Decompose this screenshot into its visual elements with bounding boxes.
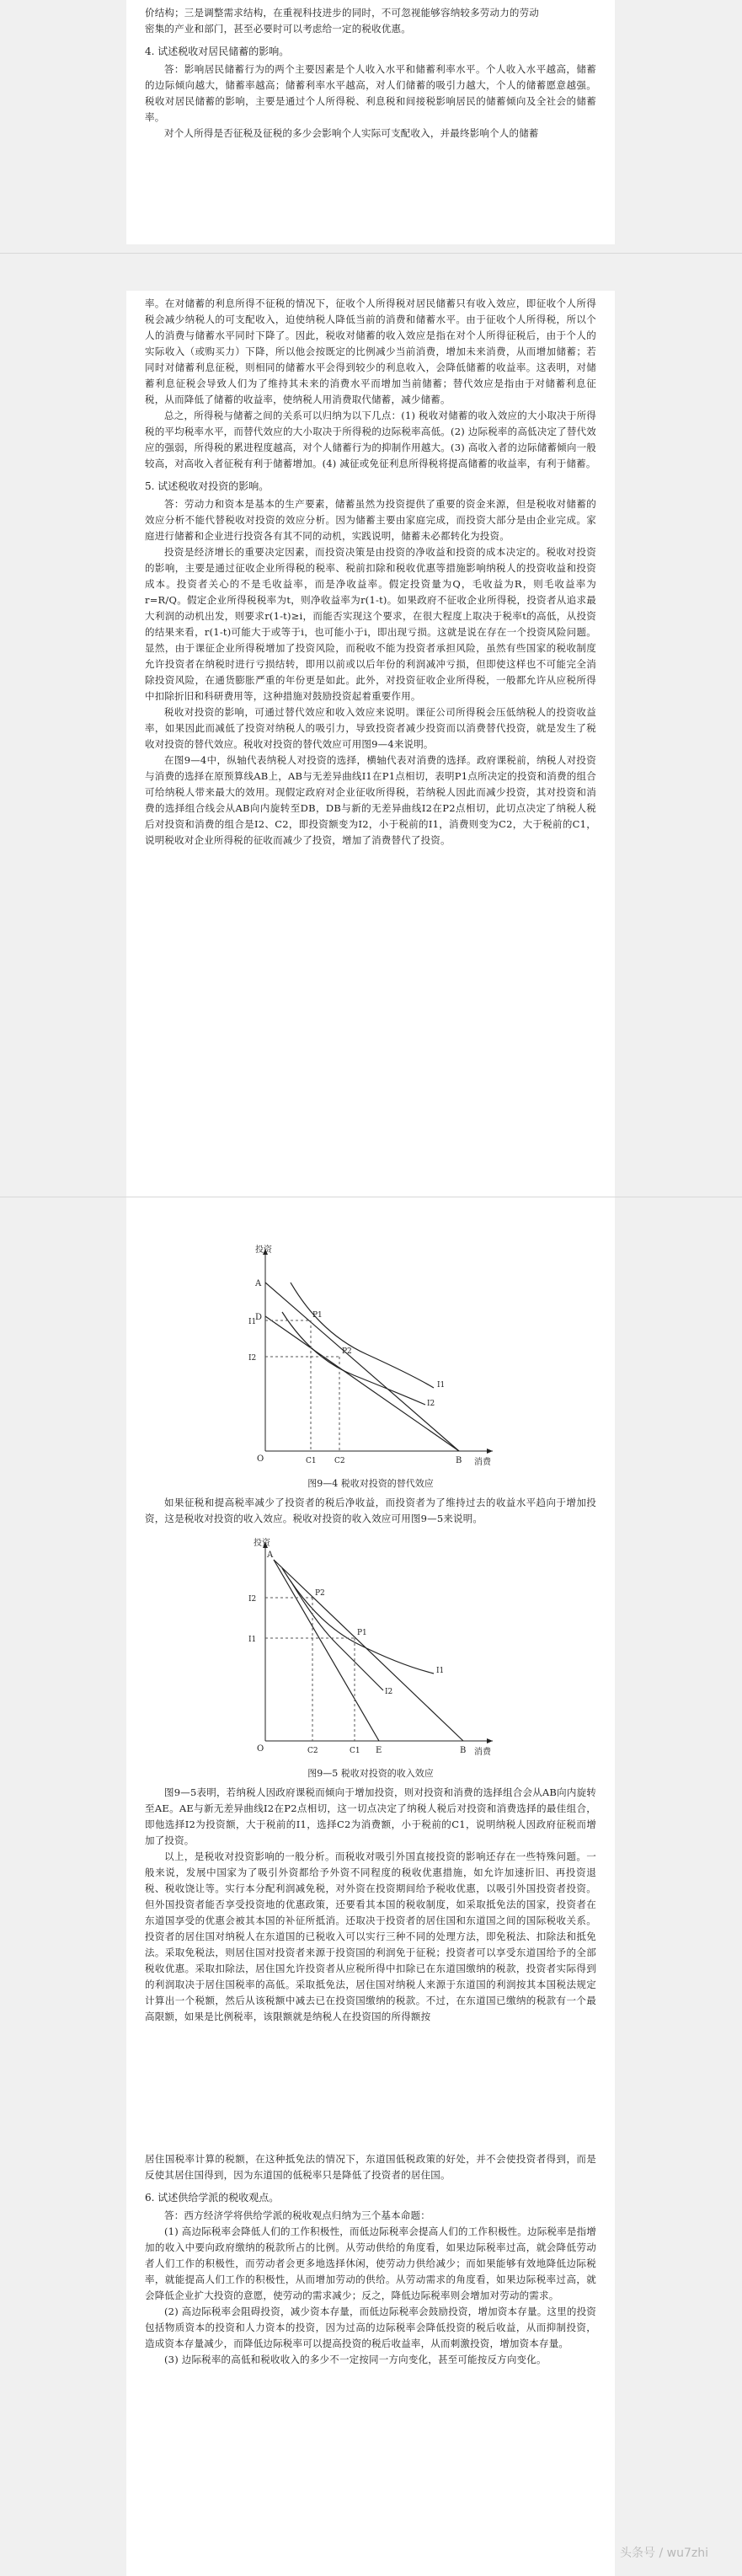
paragraph: 总之，所得税与储蓄之间的关系可以归纳为以下几点：(1) 税收对储蓄的收入效应的大小取决于所得税的平均税率水平，而替代效应的大小取决于所得税的边际税率高低。(2) 边际税率的高低决定了替代效应的强弱，所得税的累进程度越高，对个人储蓄行为的抑制作用越大。(3) 高收入者的边际储蓄倾向一般较高，对高收入者征税有利于储蓄增加。(4) 减征或免征利息所得税将提高储蓄的收益率，有利于储蓄。 <box>145 410 596 469</box>
y-axis-label: 投资 <box>255 1245 272 1255</box>
paragraph: 以上，是税收对投资影响的一般分析。而税收对吸引外国直接投资的影响还存在一些特殊问题。一般来说，发展中国家为了吸引外资都给予外资不同程度的税收优惠措施，如允许加速折旧、再投资退税、税收饶让等。实行本分配利润减免税，对外资在投资期间给予税收优惠，以吸引外国投资者投资。但外国投资者能否享受投资地的优惠政策，还要看其本国的税收制度，如采取抵免法的国家，投资者在东道国享受的优惠会被其本国的补征所抵消。还取决于投资者的居住国和东道国之间的国际税收关系。投资者的居住国对纳税人在东道国的已税收入可以实行三种不同的处理方法，即免税法、扣除法和抵免法。采取免税法，则居住国对投资者来源于投资国的利润免于征税；投资者可以享受东道国给予的全部税收优惠。采取扣除法，居住国允许投资者从应税所得中扣除已在东道国缴纳的税款，投资者实际得到的利润取决于居住国税率的高低。采取抵免法，居住国对纳税人来源于东道国的利润按其本国税法规定计算出一个税额，然后从该税额中减去已在投资国缴纳的税款。不过，在东道国已缴纳的税款有一个最高限额，如果是比例税率，该限额就是纳税人在投资国的所得额按 <box>145 1850 596 2022</box>
indifference-curve-I2 <box>282 1312 425 1405</box>
tick-label-C1: C1 <box>306 1457 317 1465</box>
point-label-A: A <box>267 1550 274 1560</box>
y-axis-label: 投资 <box>254 1539 270 1548</box>
text-line: 密集的产业和部门，甚至必要时可以考虑给一定的税收优惠。 <box>145 23 411 35</box>
page-divider <box>0 253 742 254</box>
point-label-B: B <box>456 1456 462 1465</box>
paragraph: 如果征税和提高税率减少了投资者的税后净收益，而投资者为了维持过去的收益水平趋向于增加投资，这是税收对投资的收入效应。税收对投资的收入效应可用图9—5来说明。 <box>145 1497 596 1524</box>
paragraph: 税收对投资的影响，可通过替代效应和收入效应来说明。课征公司所得税会压低纳税人的投资收益率，如果因此而减低了投资对纳税人的吸引力，导致投资者减少投资而以消费替代投资，就是发生了税收对投资的替代效应。税收对投资的替代效应可用图9—4来说明。 <box>145 706 596 750</box>
point-label-E: E <box>376 1746 382 1755</box>
budget-line-AB <box>265 1283 459 1451</box>
budget-line-DB <box>265 1316 459 1451</box>
figure-caption: 图9—4 税收对投资的替代效应 <box>307 1478 434 1489</box>
x-axis-arrow <box>487 1449 493 1454</box>
point-label-P2: P2 <box>342 1347 352 1356</box>
x-axis-label: 消费 <box>474 1458 491 1467</box>
indifference-curve-I2 <box>291 1581 383 1690</box>
figure-9-5-income-effect <box>232 1530 510 1766</box>
tick-label-I1: I1 <box>248 1318 257 1326</box>
paragraph: (2) 高边际税率会阻碍投资，减少资本存量，而低边际税率会鼓励投资，增加资本存量。这里的投资包括物质资本的投资和人力资本的投资，因为过高的边际税率会降低投资的税后收益，从而抑制投资，造成资本存量减少，而降低边际税率可以提高投资的税后收益率，从而刺激投资，增加资本存量。 <box>145 2306 596 2349</box>
tick-label-C2: C2 <box>307 1747 318 1755</box>
paragraph: 答：西方经济学将供给学派的税收观点归纳为三个基本命题： <box>164 2209 430 2221</box>
figure-caption: 图9—5 税收对投资的收入效应 <box>307 1768 434 1779</box>
paragraph: (1) 高边际税率会降低人们的工作积极性，而低边际税率会提高人们的工作积极性。边际税率是指增加的收入中要向政府缴纳的税款所占的比例。从劳动供给的角度看，如果边际税率过高，就会降低劳动者人们工作的积极性，而劳动者会更多地选择休闲，使劳动力供给减少；而如果能够有效地降低边际税率，就能提高人们工作的积极性，从而增加劳动的供给。从劳动需求的角度看，如果边际税率过高，就会降低企业扩大投资的意愿，使劳动的需求减少；反之，降低边际税率则会增加对劳动的需求。 <box>145 2225 596 2301</box>
point-label-B: B <box>460 1746 467 1755</box>
tick-label-I2: I2 <box>248 1354 257 1363</box>
question-4-heading: 4. 试述税收对居民储蓄的影响。 <box>145 46 290 57</box>
paragraph: 在图9—4中，纵轴代表纳税人对投资的选择，横轴代表对消费的选择。政府课税前，纳税人对投资与消费的选择在原预算线AB上，AB与无差异曲线I1在P1点相切，表明P1点所决定的投资和消费的组合可给纳税人带来最大的效用。现假定政府对企业征收所得税，若纳税人因此而减少投资，其对投资和消费的选择组合线会从AB向内旋转至DB，DB与新的无差异曲线I2在P2点相切，此切点决定了纳税人税后对投资和消费的组合是I2、C2，即投资额变为I2，小于税前的I1，消费则变为C2，大于税前的C1，说明税收对企业所得税的征收而减少了投资，增加了消费替代了投资。 <box>145 754 596 846</box>
curve-label-I1: I1 <box>436 1667 445 1675</box>
tick-label-C1: C1 <box>350 1747 360 1755</box>
page-sheet-3 <box>126 1213 615 2576</box>
tick-label-C2: C2 <box>334 1457 345 1465</box>
paragraph: (3) 边际税率的高低和税收收入的多少不一定按同一方向变化，甚至可能按反方向变化。 <box>164 2354 547 2365</box>
paragraph: 对个人所得是否征税及征税的多少会影响个人实际可支配收入，并最终影响个人的储蓄 <box>164 127 539 139</box>
page-sheet-2 <box>126 291 615 1218</box>
page-break-gap <box>145 2025 596 2151</box>
x-axis-arrow <box>487 1738 493 1743</box>
origin-label: O <box>257 1454 264 1464</box>
tick-label-I1: I1 <box>248 1636 257 1644</box>
paragraph: 居住国税率计算的税额，在这种抵免法的情况下，东道国低税政策的好处，并不会使投资者得到，而是反使其居住国得到，因为东道国的低税率只是降低了投资者的居住国。 <box>145 2153 596 2181</box>
budget-line-AB <box>274 1560 463 1741</box>
question-5-heading: 5. 试述税收对投资的影响。 <box>145 480 270 492</box>
origin-label: O <box>257 1744 264 1754</box>
point-label-P2: P2 <box>315 1589 325 1598</box>
figure-9-4-substitution-effect <box>232 1232 510 1476</box>
point-label-A: A <box>255 1279 262 1288</box>
point-label-P1: P1 <box>312 1311 323 1320</box>
tick-label-I2: I2 <box>248 1595 257 1604</box>
page-sheet-1 <box>126 0 615 244</box>
indifference-curve-I1 <box>291 1283 434 1388</box>
watermark: 头条号 / wu7zhi <box>620 2547 708 2560</box>
curve-label-I2: I2 <box>427 1400 435 1408</box>
paragraph: 答：影响居民储蓄行为的两个主要因素是个人收入水平和储蓄利率水平。个人收入水平越高，储蓄的边际倾向越大，储蓄率越高；储蓄利率水平越高，对人们储蓄的吸引力越大，个人的储蓄愿意越强。税收对居民储蓄的影响，主要是通过个人所得税、利息税和间接税影响居民的储蓄倾向及全社会的储蓄率。 <box>145 63 596 123</box>
paragraph: 图9—5表明，若纳税人因政府课税而倾向于增加投资，则对投资和消费的选择组合会从AB向内旋转至AE。AE与新无差异曲线I2在P2点相切，这一切点决定了纳税人税后对投资和消费选择的最佳组合，即他选择I2为投资额，大于税前的I1，选择C2为消费额，小于税前的C1，说明纳税人因政府征税而增加了投资。 <box>145 1786 596 1846</box>
paragraph: 投资是经济增长的重要决定因素，而投资决策是由投资的净收益和投资的成本决定的。税收对投资的影响，主要是通过征收企业所得税的税率、税前扣除和税收优惠等措施影响纳税人的投资收益和投资成本。投资者关心的不是毛收益率，而是净收益率。假定投资量为Q，毛收益为R，则毛收益率为r=R/Q。假定企业所得税税率为t，则净收益率为r(1-t)。如果政府不征收企业所得税，投资者从追求最大利润的动机出发，则要求r(1-t)≥i，而能否实现这个要求，在很大程度上取决于税率t的高低，从投资的结果来看，r(1-t)可能大于或等于i，也可能小于i，即出现亏损。这就是说在存在一个投资风险问题。显然，由于课征企业所得税增加了投资风险，而税收不能为投资者承担风险，虽然有些国家的税收制度允许投资者在纳税时进行亏损结转，即用以前或以后年份的利润减冲亏损，但即使这样也不可能完全消除投资风险，在通货膨胀严重的年份更是如此。此外，对投资征收企业所得税，一般都允许从应税所得中扣除折旧和科研费用等，这种措施对鼓励投资起着重要作用。 <box>145 546 596 702</box>
curve-label-I2: I2 <box>385 1688 393 1696</box>
point-label-P1: P1 <box>357 1629 367 1637</box>
text-line: 价结构；三是调整需求结构，在重视科技进步的同时，不可忽视能够容纳较多劳动力的劳动 <box>145 7 539 19</box>
curve-label-I1: I1 <box>437 1381 446 1390</box>
paragraph: 答：劳动力和资本是基本的生产要素，储蓄虽然为投资提供了重要的资金来源，但是税收对储蓄的效应分析不能代替税收对投资的效应分析。因为储蓄主要由家庭完成，而投资大部分是由企业完成。家庭进行储蓄和企业进行投资各有其不同的动机，实践说明，储蓄未必都转化为投资。 <box>145 498 596 542</box>
point-label-D: D <box>255 1313 263 1322</box>
budget-line-AE <box>274 1560 379 1741</box>
question-6-heading: 6. 试述供给学派的税收观点。 <box>145 2192 280 2204</box>
paragraph: 率。在对储蓄的利息所得不征税的情况下，征收个人所得税对居民储蓄只有收入效应，即征收个人所得税会减少纳税人的可支配收入，迫使纳税人降低当前的消费和储蓄水平。由于征收个人所得税，所以个人的消费与储蓄水平同时下降了。因此，税收对储蓄的收入效应是指在对个人所得征税后，由于个人的实际收入（或购买力）下降，所以他会按既定的比例减少当前消费，增加未来消费，从而增加储蓄；若同时对储蓄利息征税，则相同的储蓄水平会得到较少的利息收入，会降低储蓄的收益率。这表明，对储蓄利息征税会导致人们为了维持其未来的消费水平而增加当前储蓄；替代效应是指由于对储蓄利息征税，从而降低了储蓄的收益率，使纳税人用消费取代储蓄，减少储蓄。 <box>145 297 596 405</box>
indifference-curve-I1 <box>282 1568 434 1674</box>
x-axis-label: 消费 <box>474 1748 491 1757</box>
